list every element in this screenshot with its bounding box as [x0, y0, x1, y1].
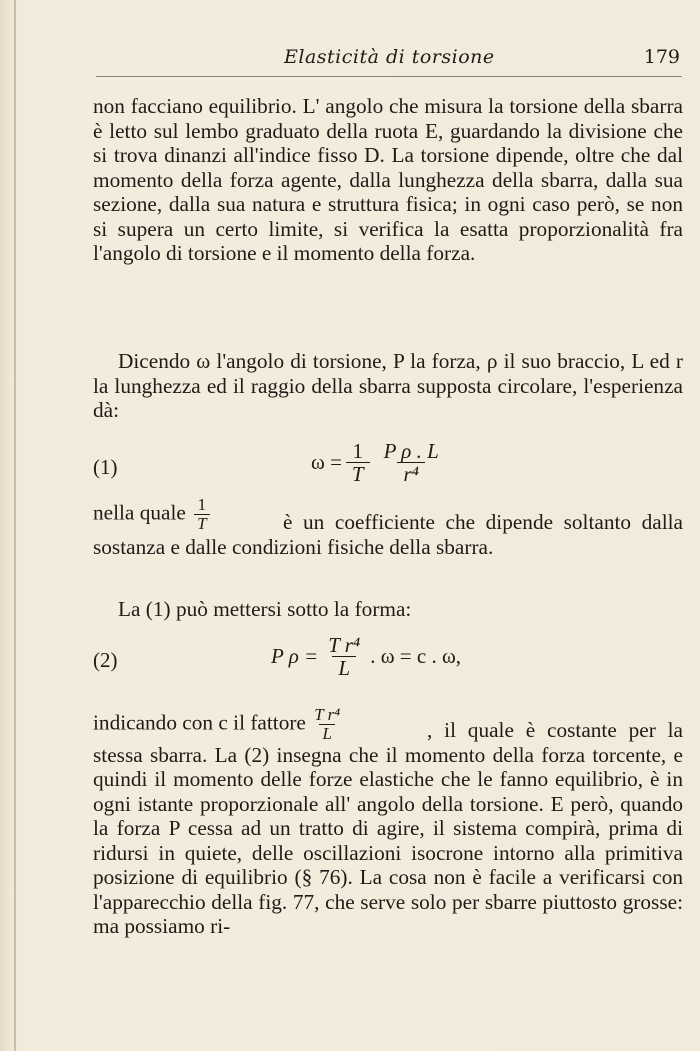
header-rule — [96, 76, 682, 77]
equation-2-number: (2) — [93, 648, 118, 672]
equation-2-frac — [322, 634, 366, 679]
running-title: Elasticità di torsione — [284, 46, 495, 68]
equation-1-number: (1) — [93, 455, 118, 479]
frac-numerator: 1 — [352, 439, 364, 463]
frac-denominator: r⁴ — [397, 462, 424, 485]
frac-denominator: T — [346, 462, 370, 485]
equation-2-lhs: P ρ = — [271, 644, 319, 668]
page-number: 179 — [643, 46, 680, 68]
equation-1-body — [311, 440, 449, 485]
equation-2 — [93, 630, 683, 690]
frac-numerator: T r⁴ — [328, 633, 361, 657]
binding-edge — [14, 0, 16, 1051]
frac-denominator: T — [194, 514, 209, 533]
coefficient-line-suffix: è un coefficiente che dipende soltanto dalla sostanza e dalle condizioni fisiche della sbarra. — [93, 510, 683, 559]
paragraph-1: non facciano equilibrio. L' angolo che misura la torsione della sbarra è letto sul lembo graduato della ruota E, guardando la divisione che si trova dinanzi all'indice fisso D. La torsione dipende, oltre che dal momento della forza agente, dalla lunghezza della sbarra, dalla sua sezione, dalla sua natura e struttura fisica; in ogni caso però, se non si supera un certo limite, si verifica la esatta proporzionalità fra l'angolo di torsione e il momento della forza. — [93, 94, 683, 265]
equation-1-frac-1 — [346, 440, 370, 485]
paragraph-3: , il quale è costante per la stessa sbarra. La (2) insegna che il momento della forza torcente, e quindi il momento delle forze elastiche che le fanno equilibrio, è in ogni istante proporzionale all' angolo della torsione. E però, quando la forza P cessa ad un tratto di agire, il sistema compirà, prima di ridursi in quiete, delle oscillazioni isocrone intorno alla primitiva posizione di equilibrio (§ 76). La cosa non è facile a verificarsi con l'apparecchio della fig. 77, che serve solo per sbarre piuttosto grosse: ma possiamo ri- — [93, 718, 683, 938]
equation-1-lhs: ω = — [311, 450, 342, 474]
frac-numerator: P ρ . L — [383, 439, 439, 463]
equation-2-body — [271, 634, 461, 679]
page-header — [96, 44, 682, 74]
frac-numerator: T r⁴ — [314, 705, 341, 724]
equation-1-frac-2 — [378, 440, 445, 485]
coefficient-line-prefix: nella quale — [93, 500, 186, 525]
frac-denominator: L — [319, 724, 334, 743]
paragraph-2-last: La (1) può mettersi sotto la forma: — [118, 597, 412, 621]
frac-denominator: L — [332, 656, 356, 679]
frac-numerator: 1 — [197, 495, 207, 514]
equation-1 — [93, 440, 683, 496]
factor-line-prefix: indicando con c il fattore — [93, 710, 306, 735]
paragraph-2: Dicendo ω l'angolo di torsione, P la forza, ρ il suo braccio, L ed r la lunghezza ed il raggio della sbarra supposta circolare, l'esperienza dà: — [93, 349, 683, 422]
equation-2-rhs: . ω = c . ω, — [370, 644, 462, 668]
